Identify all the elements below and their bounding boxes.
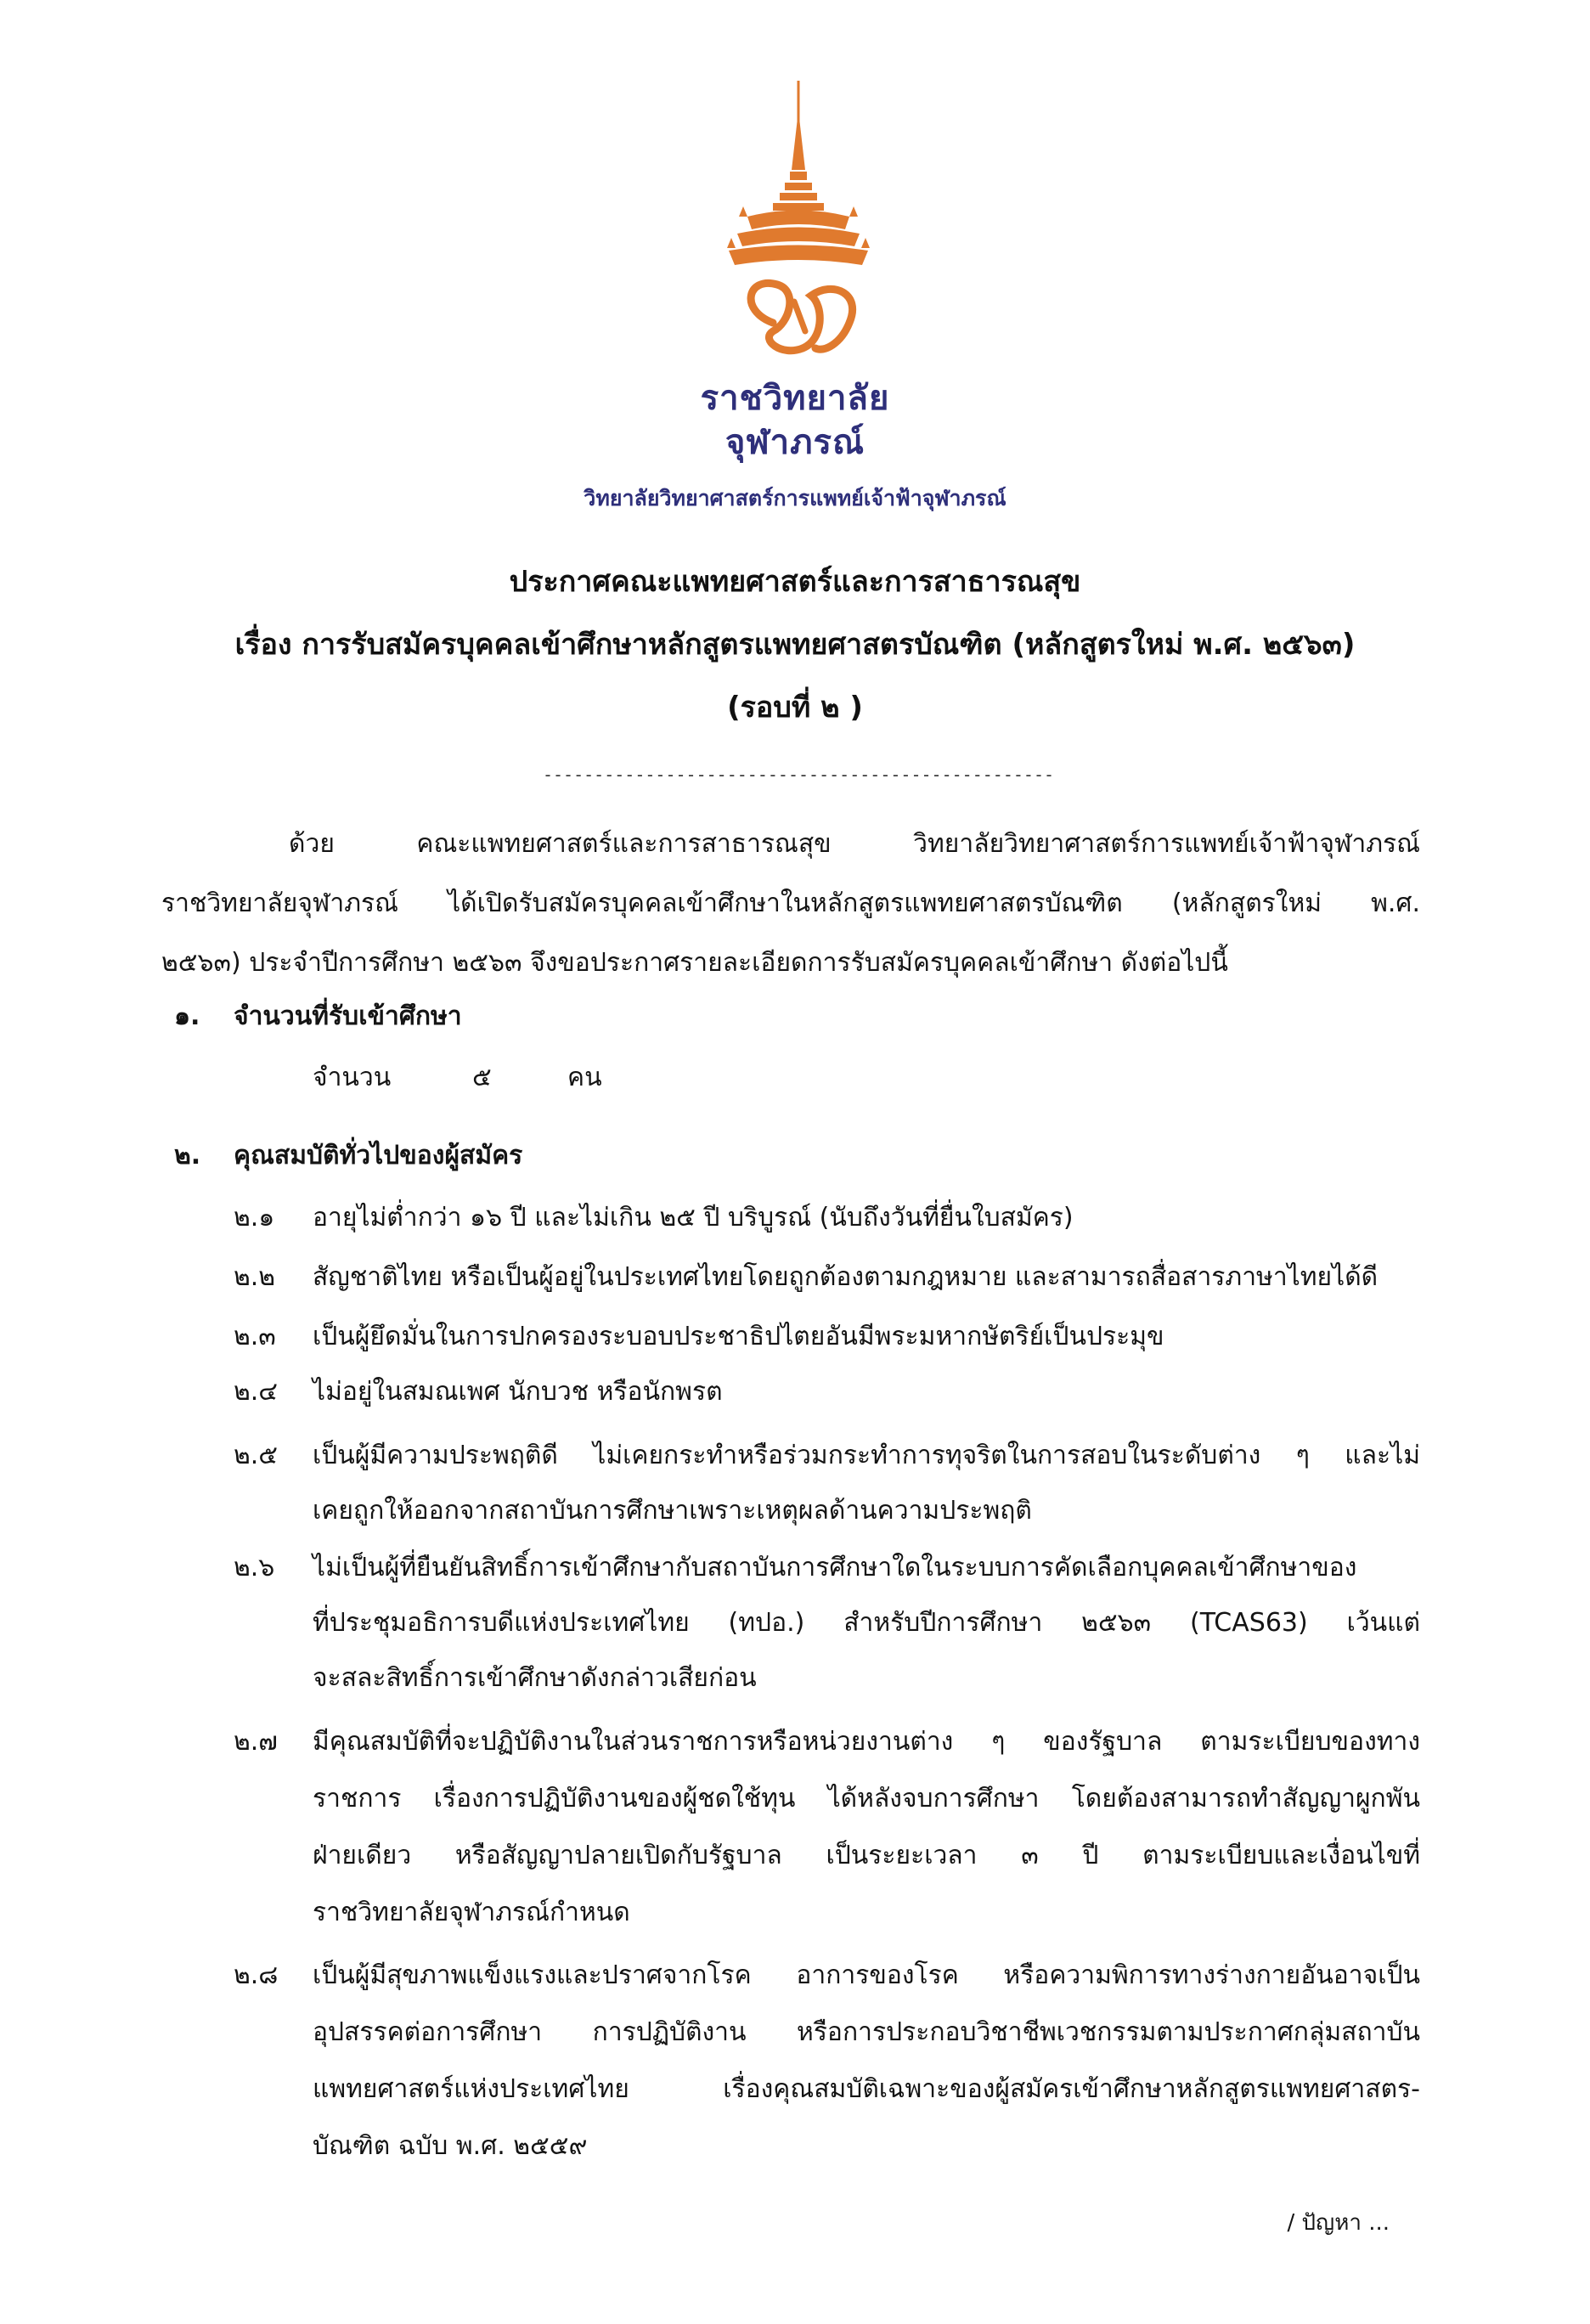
item-line: สัญชาติไทย หรือเป็นผู้อยู่ในประเทศไทยโดยถูกต้องตามกฎหมาย และสามารถสื่อสารภาษาไทยได้ดี xyxy=(313,1262,1379,1292)
item-line: ไม่อยู่ในสมณเพศ นักบวช หรือนักพรต xyxy=(313,1377,723,1407)
section2-number: ๒. xyxy=(174,1141,201,1170)
college-crest-logo xyxy=(722,76,875,369)
item-number: ๒.๕ xyxy=(234,1441,279,1470)
count-value: ๕ xyxy=(472,1063,492,1092)
item-number: ๒.๒ xyxy=(234,1262,276,1292)
announcement-title: ประกาศคณะแพทยศาสตร์และการสาธารณสุข xyxy=(509,565,1081,599)
item-line: ไม่เป็นผู้ที่ยืนยันสิทธิ์การเข้าศึกษากับสถาบันการศึกษาใดในระบบการคัดเลือกบุคคลเข้าศึกษาของ xyxy=(313,1553,1357,1582)
section1-number: ๑. xyxy=(174,1001,200,1031)
section2-heading: คุณสมบัติทั่วไปของผู้สมัคร xyxy=(234,1141,523,1170)
item-line: เป็นผู้ยึดมั่นในการปกครองระบอบประชาธิปไตยอันมีพระมหากษัตริย์เป็นประมุข xyxy=(313,1322,1164,1351)
item-line: มีคุณสมบัติที่จะปฏิบัติงานในส่วนราชการหรือหน่วยงานต่าง ๆ ของรัฐบาล ตามระเบียบของทาง xyxy=(313,1727,1420,1757)
college-name: วิทยาลัยวิทยาศาสตร์การแพทย์เจ้าฟ้าจุฬาภรณ์ xyxy=(584,486,1006,510)
intro-line-3: ๒๕๖๓) ประจำปีการศึกษา ๒๕๖๓ จึงขอประกาศรายละเอียดการรับสมัครบุคคลเข้าศึกษา ดังต่อไปนี้ xyxy=(161,948,1228,978)
item-number: ๒.๓ xyxy=(234,1322,276,1351)
brand-name-line1: ราชวิทยาลัย xyxy=(700,379,890,418)
item-line: จะสละสิทธิ์การเข้าศึกษาดังกล่าวเสียก่อน xyxy=(313,1663,757,1693)
announcement-round: (รอบที่ ๒ ) xyxy=(727,691,863,725)
title-divider: -------------------------------------------------- xyxy=(542,764,1055,785)
item-number: ๒.๔ xyxy=(234,1377,279,1407)
item-number: ๒.๘ xyxy=(234,1960,279,1990)
item-line: อุปสรรคต่อการศึกษา การปฏิบัติงาน หรือการประกอบวิชาชีพเวชกรรมตามประกาศกลุ่มสถาบัน xyxy=(313,2017,1420,2047)
intro-line-1: ด้วย คณะแพทยศาสตร์และการสาธารณสุข วิทยาลัยวิทยาศาสตร์การแพทย์เจ้าฟ้าจุฬาภรณ์ xyxy=(289,829,1420,859)
section1-heading: จำนวนที่รับเข้าศึกษา xyxy=(234,1001,462,1031)
item-line: บัณฑิต ฉบับ พ.ศ. ๒๕๕๙ xyxy=(313,2131,588,2161)
item-line: เป็นผู้มีสุขภาพแข็งแรงและปราศจากโรค อาการของโรค หรือความพิการทางร่างกายอันอาจเป็น xyxy=(313,1960,1420,1990)
item-number: ๒.๖ xyxy=(234,1553,275,1582)
item-line: เคยถูกให้ออกจากสถาบันการศึกษาเพราะเหตุผลด้านความประพฤติ xyxy=(313,1496,1032,1526)
count-unit: คน xyxy=(567,1063,602,1092)
item-number: ๒.๗ xyxy=(234,1727,278,1757)
item-line: ฝ่ายเดียว หรือสัญญาปลายเปิดกับรัฐบาล เป็นระยะเวลา ๓ ปี ตามระเบียบและเงื่อนไขที่ xyxy=(313,1841,1420,1870)
item-line: ราชวิทยาลัยจุฬาภรณ์กำหนด xyxy=(313,1898,630,1927)
brand-name-line2: จุฬาภรณ์ xyxy=(725,423,865,462)
item-line: แพทยศาสตร์แห่งประเทศไทย เรื่องคุณสมบัติเฉพาะของผู้สมัครเข้าศึกษาหลักสูตรแพทยศาสตร- xyxy=(313,2074,1420,2104)
item-line: ที่ประชุมอธิการบดีแห่งประเทศไทย (ทปอ.) สำหรับปีการศึกษา ๒๕๖๓ (TCAS63) เว้นแต่ xyxy=(313,1608,1420,1638)
announcement-subject: เรื่อง การรับสมัครบุคคลเข้าศึกษาหลักสูตรแพทยศาสตรบัณฑิต (หลักสูตรใหม่ พ.ศ. ๒๕๖๓) xyxy=(234,628,1356,662)
item-number: ๒.๑ xyxy=(234,1203,275,1233)
intro-line-2: ราชวิทยาลัยจุฬาภรณ์ ได้เปิดรับสมัครบุคคลเข้าศึกษาในหลักสูตรแพทยศาสตรบัณฑิต (หลักสูตรใหม่ พ.ศ. xyxy=(161,888,1420,918)
item-line: ราชการ เรื่องการปฏิบัติงานของผู้ชดใช้ทุน ได้หลังจบการศึกษา โดยต้องสามารถทำสัญญาผูกพัน xyxy=(313,1784,1420,1814)
continued-marker: / ปัญหา ... xyxy=(1287,2210,1390,2236)
item-line: เป็นผู้มีความประพฤติดี ไม่เคยกระทำหรือร่วมกระทำการทุจริตในการสอบในระดับต่าง ๆ และไม่ xyxy=(313,1441,1420,1470)
item-line: อายุไม่ต่ำกว่า ๑๖ ปี และไม่เกิน ๒๕ ปี บริบูรณ์ (นับถึงวันที่ยื่นใบสมัคร) xyxy=(313,1203,1074,1233)
count-label: จำนวน xyxy=(313,1063,392,1092)
